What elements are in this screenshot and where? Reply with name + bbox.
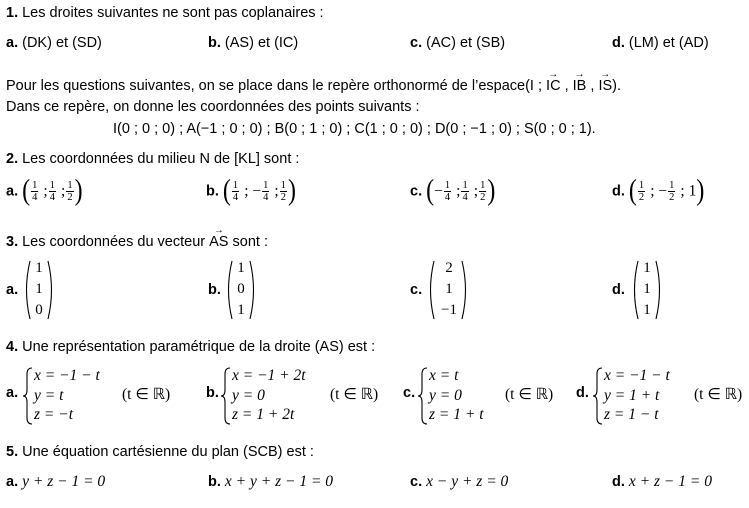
q4-choice-b-key: b. — [206, 385, 219, 401]
q3-choice-a-key: a. — [6, 282, 19, 298]
q4-choice-a-system: x = −1 − t y = t z = −t — [22, 366, 122, 426]
q1-choice-c: c. (AC) et (SB) — [410, 35, 506, 51]
q3-choice-a-vector: 1 1 0 — [22, 259, 56, 321]
q4-choice-b-param: (t ∈ ℝ) — [330, 386, 379, 403]
q3-choice-d-vector: 1 1 1 — [630, 259, 664, 321]
question-2-title: 2. Les coordonnées du milieu N de [KL] sont : — [6, 151, 300, 167]
vector-ic: → IC — [546, 78, 561, 94]
q5-choice-b: b. x + y + z − 1 = 0 — [208, 473, 334, 490]
q5-choice-a: a. y + z − 1 = 0 — [6, 473, 106, 490]
vector-is: → IS — [598, 78, 612, 94]
q1-choice-a: a. (DK) et (SD) — [6, 35, 102, 51]
q5-choice-d: d. x + z − 1 = 0 — [612, 473, 712, 490]
q2-choice-b: b. ( $\frac{1}{4}$ ; − $\frac{1}{4}$ ; $\frac{1}{2}$ ) — [206, 174, 296, 208]
q4-choice-c-system: x = t y = 0 z = 1 + t — [417, 366, 507, 426]
q2-choice-d: d. ( $\frac{1}{2}$ ; − $\frac{1}{2}$ ; 1) — [612, 174, 705, 208]
q4-choice-c-key: c. — [403, 385, 416, 401]
question-4-title: 4. Une représentation paramétrique de la droite (AS) est : — [6, 339, 376, 355]
q1-choice-b: b. (AS) et (IC) — [208, 35, 299, 51]
vector-ib: → IB — [573, 78, 587, 94]
q4-choice-d-key: d. — [576, 385, 589, 401]
question-1-title: 1. Les droites suivantes ne sont pas coplanaires : — [6, 5, 324, 21]
q2-choice-c: c. (− $\frac{1}{4}$ ; $\frac{1}{4}$ ; $\frac{1}{2}$ ) — [410, 174, 496, 208]
q2-choice-a: a. ( $\frac{1}{4}$ ; $\frac{1}{4}$ ; $\frac{1}{2}$ ) — [6, 174, 83, 208]
intro-line-1: Pour les questions suivantes, on se place dans le repère orthonormé de l’espace(I ; → IC , → IB , → IS). — [6, 78, 621, 94]
q4-choice-c-param: (t ∈ ℝ) — [505, 386, 554, 403]
q3-choice-b-vector: 1 0 1 — [224, 259, 258, 321]
q4-choice-d-param: (t ∈ ℝ) — [694, 386, 743, 403]
intro-line-2: Dans ce repère, on donne les coordonnées des points suivants : — [6, 99, 420, 115]
q5-choice-c: c. x − y + z = 0 — [410, 473, 509, 490]
q4-choice-a-key: a. — [6, 385, 19, 401]
vector-as: → AS — [209, 234, 228, 250]
q1-choice-d: d. (LM) et (AD) — [612, 35, 709, 51]
question-3-title: 3. Les coordonnées du vecteur → AS sont : — [6, 234, 268, 250]
q3-choice-d-key: d. — [612, 282, 625, 298]
points-coordinates: I(0 ; 0 ; 0) ; A(−1 ; 0 ; 0) ; B(0 ; 1 ; 0) ; C(1 ; 0 ; 0) ; D(0 ; −1 ; 0) ; S(0 ; 0 ; 1). — [113, 121, 596, 137]
q4-choice-d-system: x = −1 − t y = 1 + t z = 1 − t — [592, 366, 692, 426]
q3-choice-c-key: c. — [410, 282, 423, 298]
q3-choice-c-vector: 2 1 −1 — [426, 259, 470, 321]
q3-choice-b-key: b. — [208, 282, 221, 298]
q4-choice-a-param: (t ∈ ℝ) — [122, 386, 171, 403]
question-5-title: 5. Une équation cartésienne du plan (SCB) est : — [6, 444, 314, 460]
q4-choice-b-system: x = −1 + 2t y = 0 z = 1 + 2t — [220, 366, 330, 426]
